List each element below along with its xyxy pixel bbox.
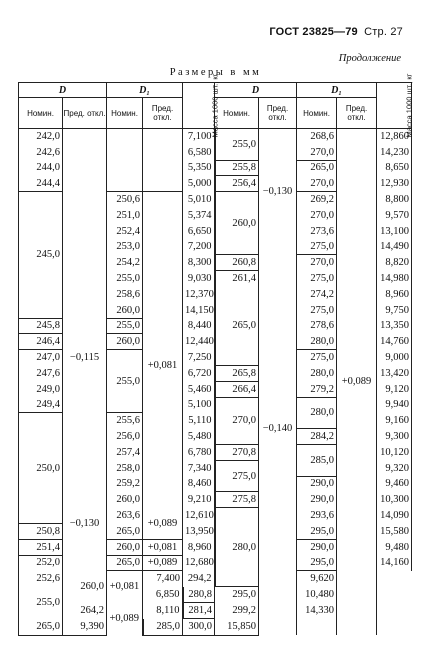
d1-nominal-cell: 260,0 [63,571,107,603]
dimensions-table [18,73,414,636]
d1-tolerance-cell [143,192,183,318]
mass-cell: 6,580 [183,145,215,161]
d-nominal-cell: 242,6 [19,145,63,161]
d-nominal-cell: 260,8 [215,255,259,271]
d1-tolerance-cell: +0,081 [143,319,183,414]
d1-nominal-cell: 280,0 [297,334,337,350]
mass-cell: 9,030 [183,271,215,287]
mass-cell: 9,000 [377,350,412,366]
d1-nominal-cell: 278,6 [297,319,337,335]
d-tolerance-cell [259,208,297,382]
mass-cell: 15,580 [377,524,412,540]
mass-cell: 12,370 [183,287,215,303]
d1-nominal-cell: 257,4 [107,445,143,461]
d1-nominal-cell: 273,6 [297,224,337,240]
d1-nominal-cell: 260,0 [107,303,143,319]
mass-cell: 9,750 [377,303,412,319]
d-nominal-cell: 251,4 [19,540,63,556]
d1-nominal-cell: 258,6 [107,287,143,303]
mass-cell: 14,150 [183,303,215,319]
mass-cell: 9,480 [377,540,412,556]
mass-cell: 12,610 [183,508,215,524]
mass-cell: 14,760 [377,334,412,350]
d1-nominal-cell: 285,0 [297,445,337,477]
mass-cell: 9,460 [377,477,412,493]
mass-cell: 9,210 [183,492,215,508]
mass-cell: 5,000 [183,176,215,192]
mass-cell: 12,860 [377,129,412,145]
mass-cell: 8,800 [377,192,412,208]
d-nominal-cell: 247,6 [19,366,63,382]
d1-tolerance-cell: +0,089 [143,556,183,572]
mass-cell: 10,300 [377,492,412,508]
d-tolerance-cell [259,477,297,635]
mass-cell: 9,120 [377,382,412,398]
d-nominal-cell: 247,0 [19,350,63,366]
mass-cell: 7,250 [183,350,215,366]
d1-nominal-cell: 299,2 [215,603,259,619]
mass-cell: 9,160 [377,413,412,429]
mass-cell: 8,650 [377,161,412,177]
d1-nominal-cell: 252,4 [107,224,143,240]
d-nominal-cell: 245,0 [19,192,63,318]
d1-nominal-cell: 275,0 [297,271,337,287]
mass-cell: 15,850 [215,619,259,635]
mass-cell: 8,300 [183,255,215,271]
d1-nominal-cell: 258,0 [107,461,143,477]
mass-cell: 10,120 [377,445,412,461]
d-nominal-cell: 242,0 [19,129,63,145]
mass-cell: 7,200 [183,240,215,256]
d1-nominal-cell: 265,0 [19,619,63,635]
d-nominal-cell: 255,0 [19,587,63,619]
d-nominal-cell: 285,0 [143,619,183,635]
mass-cell: 5,110 [183,413,215,429]
mass-cell: 13,420 [377,366,412,382]
mass-cell: 5,010 [183,192,215,208]
d-nominal-cell: 270,8 [215,445,259,461]
d1-nominal-cell: 293,6 [297,508,337,524]
d-nominal-cell: 244,4 [19,176,63,192]
d-nominal-cell: 250,0 [19,413,63,524]
d1-nominal-cell: 270,0 [297,176,337,192]
mass-cell: 8,110 [143,603,183,619]
d-tolerance-cell: −0,140 [259,382,297,477]
mass-cell: 12,930 [377,176,412,192]
mass-cell: 6,720 [183,366,215,382]
col-d1-right: D₁ [297,83,377,98]
mass-cell: 14,490 [377,240,412,256]
mass-cell: 9,570 [377,208,412,224]
mass-cell: 14,160 [377,556,412,572]
mass-cell: 5,374 [183,208,215,224]
col-d-right: D [215,83,297,98]
col-mass-left-label: Масса 1000 шт., кг [210,73,220,138]
mass-cell: 12,680 [183,556,215,572]
d-nominal-cell: 252,6 [19,571,63,587]
mass-cell: 9,940 [377,398,412,414]
d-nominal-cell: 281,4 [183,603,215,619]
page-number: Стр. 27 [364,26,403,38]
mass-cell: 7,340 [183,461,215,477]
mass-cell: 10,480 [297,587,337,603]
page-header [269,26,403,38]
mass-cell: 14,230 [377,145,412,161]
d1-nominal-cell: 255,0 [107,271,143,287]
d1-nominal-cell: 260,0 [107,334,143,350]
d1-nominal-cell: 295,0 [297,524,337,540]
d1-nominal-cell: 275,0 [297,303,337,319]
d-tolerance-cell [63,445,107,477]
d-nominal-cell: 265,8 [215,366,259,382]
mass-cell: 12,440 [183,334,215,350]
mass-cell: 14,090 [377,508,412,524]
mass-cell: 8,960 [183,540,215,556]
col-d-nominal-left: Номин. [19,98,63,129]
table-body [19,129,412,636]
d1-nominal-cell [107,129,143,193]
d1-nominal-cell: 255,6 [107,413,143,429]
d-nominal-cell: 280,8 [183,587,215,603]
d-tolerance-cell: −0,130 [259,176,297,208]
mass-cell: 8,440 [183,319,215,335]
mass-cell: 5,100 [183,398,215,414]
d1-nominal-cell: 265,0 [107,556,143,572]
d-nominal-cell: 250,8 [19,524,63,540]
mass-cell: 13,350 [377,319,412,335]
mass-cell: 13,100 [377,224,412,240]
d-nominal-cell: 255,8 [215,161,259,177]
mass-cell: 9,320 [377,461,412,477]
col-d-left: D [19,83,107,98]
mass-cell: 7,100 [183,129,215,145]
mass-cell: 6,780 [183,445,215,461]
d-nominal-cell: 249,0 [19,382,63,398]
d1-nominal-cell: 270,0 [297,208,337,224]
d1-tolerance-cell: +0,089 [143,508,183,540]
d1-nominal-cell: 270,0 [297,255,337,271]
d1-tolerance-cell [143,413,183,508]
col-d1-nominal-right: Номин. [297,98,337,129]
col-d1-tolerance-left: Пред. откл. [143,98,183,129]
d-tolerance-cell [259,129,297,177]
d-nominal-cell: 265,0 [215,287,259,366]
mass-cell: 5,350 [183,161,215,177]
mass-cell: 8,460 [183,477,215,493]
mass-cell: 5,460 [183,382,215,398]
d-nominal-cell: 246,4 [19,334,63,350]
mass-cell: 7,400 [143,571,183,587]
mass-cell: 13,950 [183,524,215,540]
mass-cell: 9,300 [377,429,412,445]
d-nominal-cell: 255,0 [215,129,259,161]
d1-nominal-cell: 275,0 [297,350,337,366]
mass-cell: 6,650 [183,224,215,240]
d1-nominal-cell: 295,0 [215,587,259,603]
mass-cell: 8,820 [377,255,412,271]
d1-nominal-cell: 255,0 [107,319,143,335]
d1-tolerance-cell [143,129,183,193]
d1-nominal-cell: 280,0 [297,366,337,382]
mass-cell: 5,480 [183,429,215,445]
d1-nominal-cell: 274,2 [297,287,337,303]
d-tolerance-cell [63,129,107,272]
d1-nominal-cell: 270,0 [297,145,337,161]
d1-nominal-cell: 260,0 [107,540,143,556]
units-caption: Размеры в мм [169,67,262,78]
mass-cell: 8,960 [377,287,412,303]
d-nominal-cell: 261,4 [215,271,259,287]
d1-nominal-cell: 256,0 [107,429,143,445]
d-nominal-cell: 244,0 [19,161,63,177]
d-nominal-cell: 252,0 [19,556,63,572]
col-d-tolerance-right: Пред. откл. [259,98,297,129]
d1-nominal-cell: 300,0 [183,619,215,635]
d-tolerance-cell: −0,130 [63,477,107,572]
d1-nominal-cell: 265,0 [107,524,143,540]
d-nominal-cell: 275,8 [215,492,259,508]
d-nominal-cell: 275,0 [215,461,259,493]
d1-nominal-cell: 279,2 [297,382,337,398]
d-nominal-cell: 266,4 [215,382,259,398]
d1-nominal-cell: 260,0 [107,492,143,508]
d1-nominal-cell: 265,0 [297,161,337,177]
d1-tolerance-cell: +0,081 [143,540,183,556]
d-nominal-cell: 260,0 [215,192,259,255]
d-nominal-cell: 270,0 [215,398,259,445]
mass-cell: 14,330 [297,603,337,619]
col-d-tolerance-left: Пред. откл. [63,98,107,129]
d-nominal-cell: 256,4 [215,176,259,192]
d1-nominal-cell: 259,2 [107,477,143,493]
mass-cell: 14,980 [377,271,412,287]
d1-nominal-cell: 263,6 [107,508,143,524]
d1-nominal-cell: 294,2 [183,571,215,587]
d1-nominal-cell: 284,2 [297,429,337,445]
d-tolerance-cell: −0,115 [63,271,107,445]
d1-tolerance-cell: +0,089 [107,603,143,635]
col-d1-tolerance-right: Пред. откл. [337,98,377,129]
d1-nominal-cell: 269,2 [297,192,337,208]
d1-nominal-cell: 264,2 [63,603,107,619]
d1-tolerance-cell [337,429,377,635]
standard-number: ГОСТ 23825—79 [269,26,358,38]
d-nominal-cell: 249,4 [19,398,63,414]
col-mass-right-label: Масса 1000 шт., кг [404,73,414,138]
d1-nominal-cell: 255,0 [107,350,143,413]
d1-nominal-cell: 268,6 [297,129,337,145]
d1-nominal-cell: 251,0 [107,208,143,224]
d1-nominal-cell: 254,2 [107,255,143,271]
col-d-nominal-right: Номин. [215,98,259,129]
d1-tolerance-cell: +0,089 [337,334,377,429]
d1-nominal-cell: 295,0 [297,556,337,572]
mass-cell: 9,390 [63,619,107,635]
d1-nominal-cell: 290,0 [297,477,337,493]
mass-cell: 6,850 [143,587,183,603]
col-d1-nominal-left: Номин. [107,98,143,129]
d-nominal-cell: 280,0 [215,508,259,587]
mass-cell: 9,620 [297,571,337,587]
d1-nominal-cell: 280,0 [297,398,337,430]
continuation-label: Продолжение [338,53,401,64]
d-nominal-cell: 245,8 [19,319,63,335]
d1-nominal-cell: 253,0 [107,240,143,256]
d1-nominal-cell: 275,0 [297,240,337,256]
d1-tolerance-cell [337,129,377,335]
d1-nominal-cell: 290,0 [297,492,337,508]
d1-tolerance-cell: +0,081 [107,571,143,603]
d1-nominal-cell: 290,0 [297,540,337,556]
d1-nominal-cell: 250,6 [107,192,143,208]
col-d1-left: D₁ [107,83,183,98]
